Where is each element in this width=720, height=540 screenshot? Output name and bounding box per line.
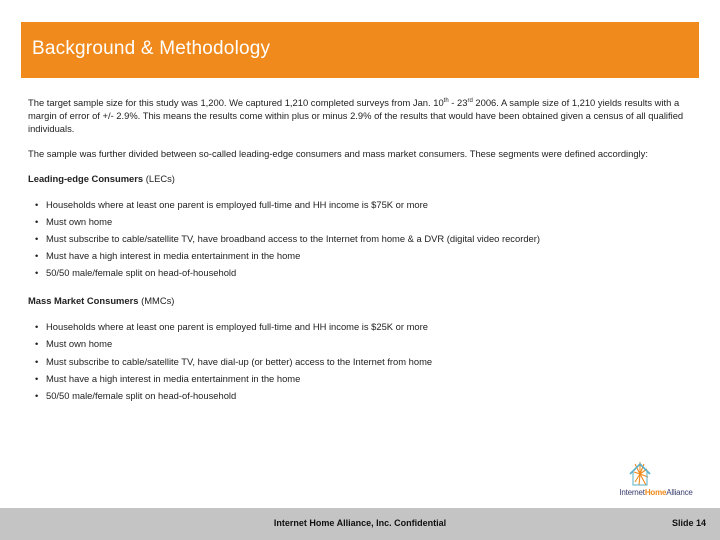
- methodology-paragraph: [28, 96, 696, 135]
- logo-wordmark: [606, 488, 706, 497]
- segment-abbr: (LECs): [143, 173, 175, 184]
- slide-body: [28, 96, 696, 417]
- list-item: • Must subscribe to cable/satellite TV, have dial-up (or better) access to the Internet from home: [28, 355, 696, 368]
- p1-sup-rd: rd: [467, 97, 473, 104]
- list-item: • Households where at least one parent is employed full-time and HH income is $25K or more: [28, 320, 696, 333]
- segments-intro-paragraph: The sample was further divided between so-called leading-edge consumers and mass market consumers. These segments were defined accordingly:: [28, 148, 648, 159]
- list-item: • 50/50 male/female split on head-of-household: [28, 266, 696, 279]
- list-item: • Must have a high interest in media entertainment in the home: [28, 372, 696, 385]
- list-item: • Must have a high interest in media entertainment in the home: [28, 249, 696, 262]
- list-item: • Households where at least one parent is employed full-time and HH income is $75K or more: [28, 198, 696, 211]
- p1-text-c: 2006. A sample size of 1,210 yields results with a margin of error of +/- 2.9%. This means the results come within plus or minus 2.9% of the results that would have been obtained given a census of all qualified individuals.: [28, 97, 684, 134]
- segment-heading-mmc: [28, 294, 696, 307]
- p1-sup-th: th: [443, 97, 449, 104]
- internet-home-alliance-logo: [606, 460, 706, 500]
- slide-title: Background & Methodology: [32, 38, 271, 59]
- segment-name: Leading-edge Consumers: [28, 173, 144, 184]
- logo-word-alliance: Alliance: [666, 488, 693, 497]
- list-item: • 50/50 male/female split on head-of-household: [28, 389, 696, 402]
- segment-heading-lec: [28, 172, 696, 185]
- segment-name: Mass Market Consumers: [28, 295, 139, 307]
- list-item: • Must own home: [28, 215, 696, 228]
- list-item: • Must own home: [28, 337, 696, 350]
- logo-word-home: Home: [644, 488, 667, 497]
- p1-text-b: - 23: [448, 97, 468, 108]
- slide-number: Slide 14: [671, 518, 706, 528]
- logo-word-internet: Internet: [619, 488, 645, 497]
- house-sunburst-icon: [606, 460, 706, 488]
- footer-bar: [0, 508, 720, 540]
- p1-text-a: The target sample size for this study was 1,200. We captured 1,210 completed surveys from Jan. 10: [28, 97, 444, 108]
- segment-abbr: (MMCs): [138, 295, 175, 307]
- mmc-criteria-list: [28, 320, 696, 401]
- lec-criteria-list: [28, 198, 696, 279]
- list-item: • Must subscribe to cable/satellite TV, have broadband access to the Internet from home & a DVR (digital video recorder): [28, 232, 696, 245]
- confidential-notice: Internet Home Alliance, Inc. Confidential: [273, 518, 447, 528]
- title-bar: [21, 22, 699, 78]
